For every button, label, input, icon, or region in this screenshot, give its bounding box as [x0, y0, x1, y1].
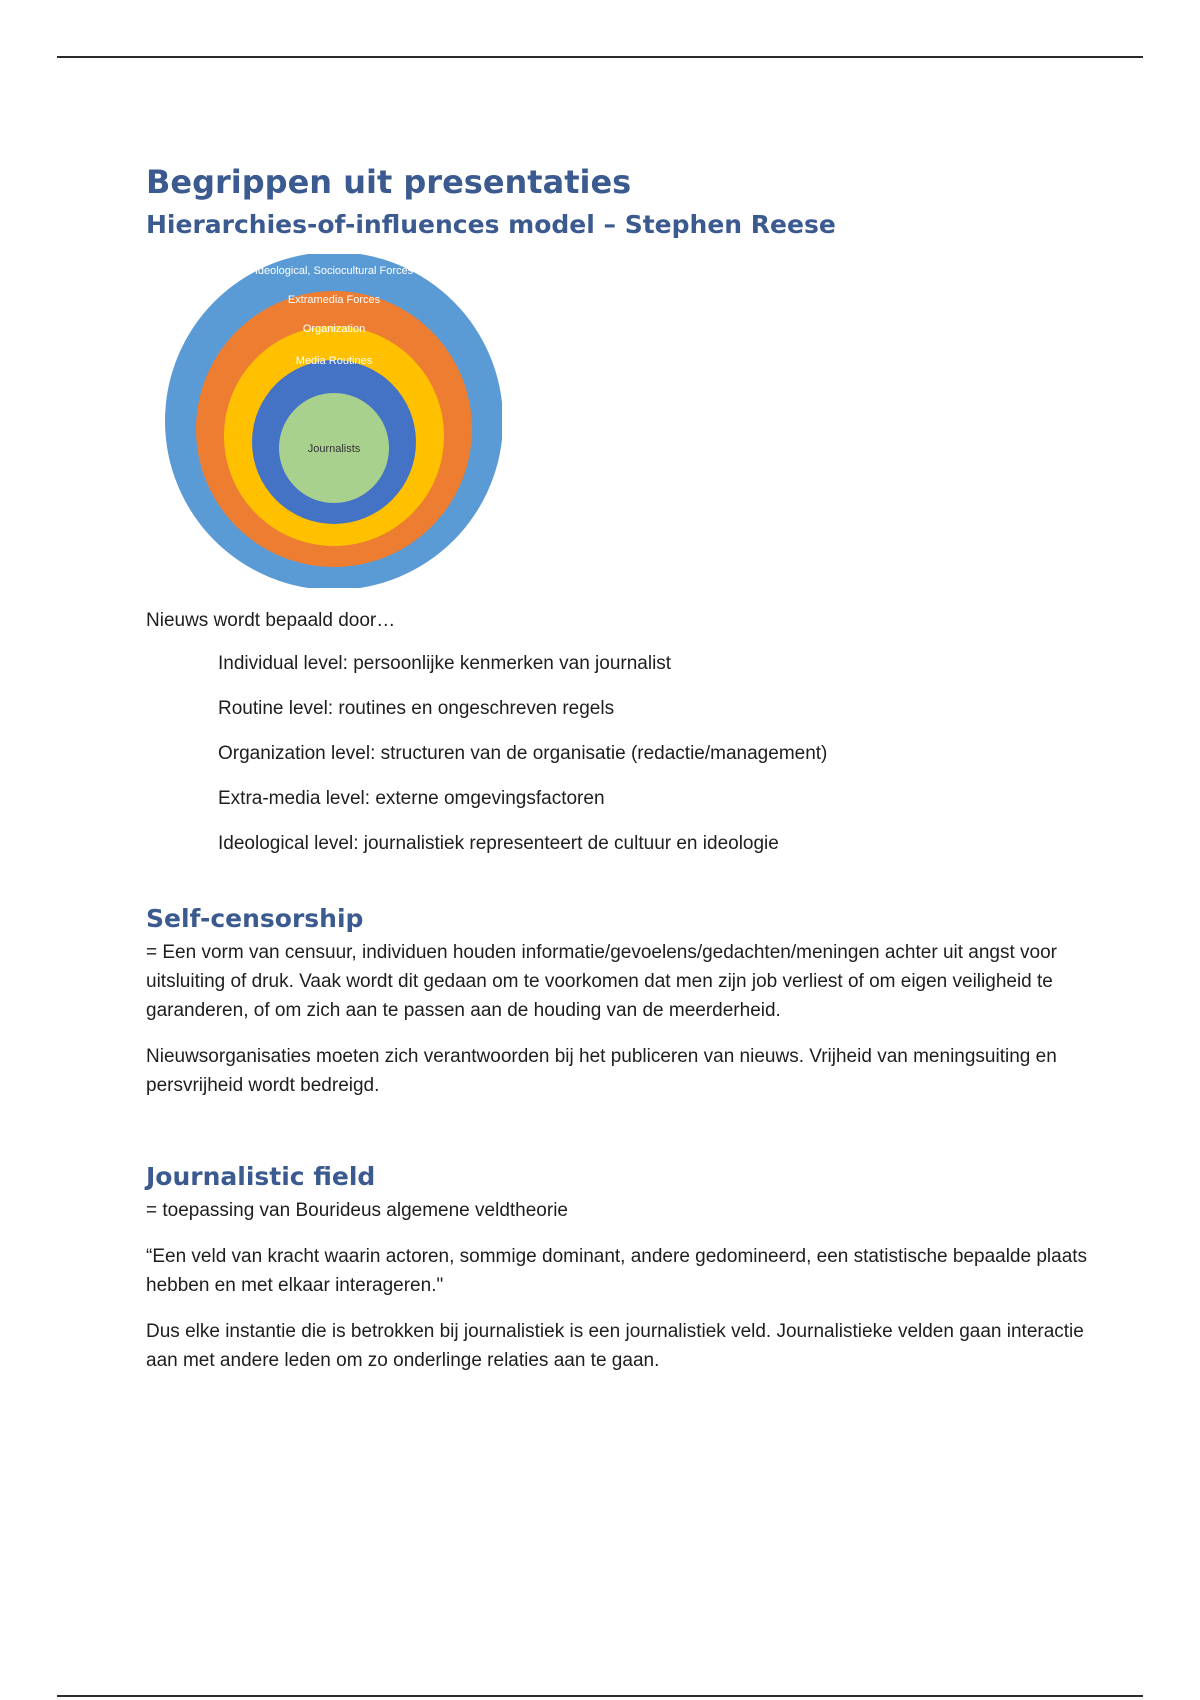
ring-label-media-routines: Media Routines — [295, 355, 373, 367]
journalistic-field-quote: “Een veld van kracht waarin actoren, sommige dominant, andere gedomineerd, een statistische bepaalde plaats hebben en met elkaar interageren." — [146, 1246, 1088, 1296]
footer-rule — [57, 1695, 1143, 1697]
ring-label-organization: Organization — [302, 323, 366, 335]
journalistic-field-heading: Journalistic field — [146, 1162, 376, 1191]
document-body — [146, 162, 1096, 1375]
list-item-routine-level: Routine level: routines en ongeschreven regels — [218, 698, 615, 719]
self-censorship-definition: = Een vorm van censuur, individuen houden informatie/gevoelens/gedachten/meningen achter uit angst voor uitsluiting of druk. Vaak wordt dit gedaan om te voorkomen dat men zijn job verliest of om eigen veiligheid te garanderen, of om zich aan te passen aan de houding van de meerderheid. — [146, 942, 1058, 1021]
influence-levels-list — [146, 649, 1096, 858]
ring-label-extramedia: Extramedia Forces — [287, 294, 381, 306]
list-item-extra-media-level: Extra-media level: externe omgevingsfactoren — [218, 788, 605, 809]
journalistic-field-section — [146, 1160, 1096, 1375]
journalistic-field-paragraph: Dus elke instantie die is betrokken bij journalistiek is een journalistiek veld. Journalistieke velden gaan interactie aan met andere leden om zo onderlinge relaties aan te gaan. — [146, 1321, 1084, 1371]
list-item-individual-level: Individual level: persoonlijke kenmerken van journalist — [218, 653, 672, 674]
intro-text: Nieuws wordt bepaald door… — [146, 610, 396, 631]
model-heading: Hierarchies-of-influences model – Stephen Reese — [146, 210, 836, 239]
journalistic-field-definition: = toepassing van Bourideus algemene veldtheorie — [146, 1200, 568, 1221]
ring-label-journalists: Journalists — [307, 443, 361, 455]
self-censorship-heading: Self-censorship — [146, 904, 364, 933]
hierarchies-of-influences-diagram — [162, 254, 502, 588]
self-censorship-paragraph: Nieuwsorganisaties moeten zich verantwoorden bij het publiceren van nieuws. Vrijheid van meningsuiting en persvrijheid wordt bedreigd. — [146, 1046, 1057, 1096]
list-item-ideological-level: Ideological level: journalistiek representeert de cultuur en ideologie — [218, 833, 779, 854]
ring-label-ideological: Ideological, Sociocultural Forces — [254, 265, 414, 277]
self-censorship-section — [146, 902, 1096, 1100]
list-item-organization-level: Organization level: structuren van de organisatie (redactie/management) — [218, 743, 828, 764]
page-title: Begrippen uit presentaties — [146, 163, 632, 201]
header-rule — [57, 56, 1143, 58]
